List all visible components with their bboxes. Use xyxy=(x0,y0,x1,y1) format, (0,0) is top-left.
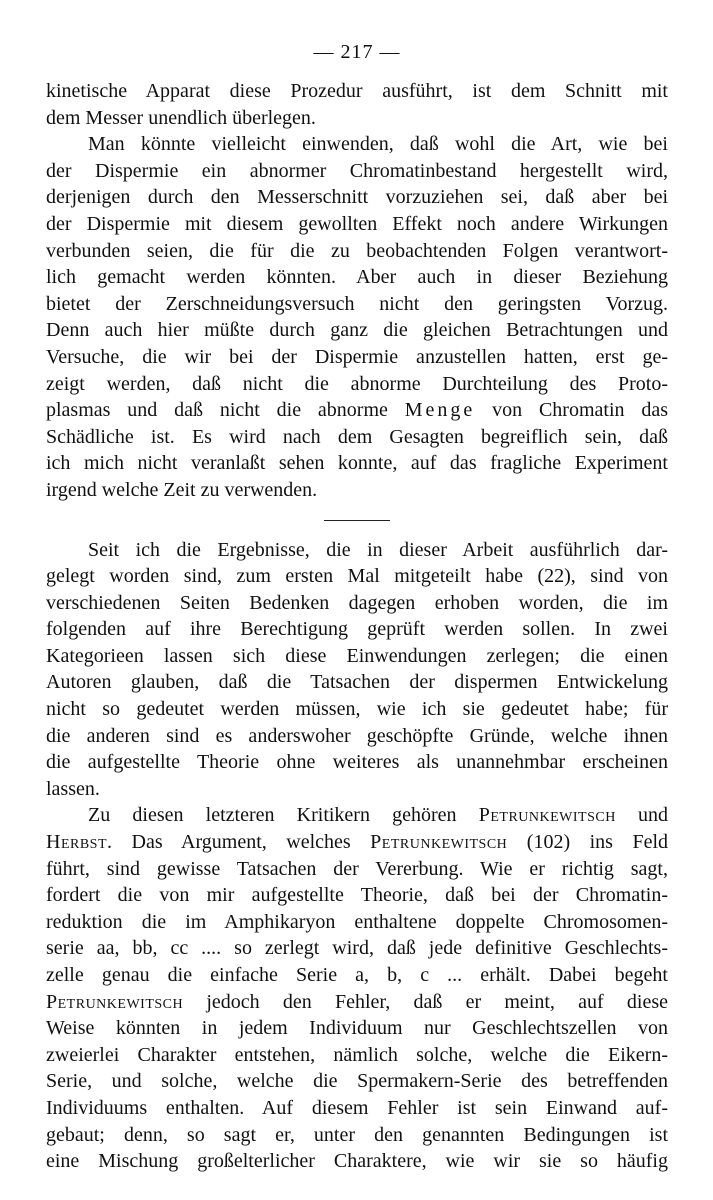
text-fragment: Zu diesen letzteren Kritikern gehören xyxy=(88,804,457,827)
author-name: Petrunkewitsch xyxy=(478,804,616,827)
text-line: folgenden auf ihre Berechtigung geprüft werden sollen. In zwei xyxy=(46,618,668,641)
text-line: Schädliche ist. Es wird nach dem Gesagten begreiflich sein, daß xyxy=(46,425,668,448)
text-line: Seit ich die Ergebnisse, die in dieser Arbeit ausführlich dar- xyxy=(88,538,668,561)
section-2 xyxy=(46,537,668,1175)
text-line: gebaut; denn, so sagt er, unter den genannten Bedingungen ist xyxy=(46,1123,668,1146)
text-line: zweierlei Charakter entstehen, nämlich solche, welche die Eikern- xyxy=(46,1043,668,1066)
text-line: derjenigen durch den Messerschnitt vorzuziehen sei, daß aber bei xyxy=(46,186,668,209)
text-line: dem Messer unendlich überlegen. xyxy=(46,106,316,129)
text-line: gelegt worden sind, zum ersten Mal mitgeteilt habe (22), sind von xyxy=(46,565,668,588)
text-line: lassen. xyxy=(46,777,100,800)
text-line: zelle genau die einfache Serie a, b, c ... erhält. Dabei begeht xyxy=(46,964,668,986)
text-line: führt, sind gewisse Tatsachen der Vererbung. Wie er richtig sagt, xyxy=(46,857,668,880)
text-fragment: jedoch den Fehler, daß er meint, auf diese xyxy=(206,990,669,1013)
text-line: irgend welche Zeit zu verwenden. xyxy=(46,478,318,501)
text-fragment: . Das Argument, welches xyxy=(107,831,351,854)
text-line: Man könnte vielleicht einwenden, daß wohl die Art, wie bei xyxy=(88,133,668,156)
text-line xyxy=(46,397,668,424)
section-divider xyxy=(324,520,390,521)
text-line: fordert die von mir aufgestellte Theorie, daß bei der Chromatin- xyxy=(46,884,668,907)
text-line: verbunden seien, die für die zu beobachtenden Folgen verantwort- xyxy=(46,239,668,262)
text-fragment: und xyxy=(638,804,669,827)
spaced-emphasis: Menge xyxy=(404,399,476,422)
text-line xyxy=(46,802,668,829)
text-line: kinetische Apparat diese Prozedur ausführt, ist dem Schnitt mit xyxy=(46,80,668,102)
text-line: nicht so gedeutet werden müssen, wie ich sie gedeutet habe; für xyxy=(46,698,668,721)
text-line: zeigt werden, daß nicht die abnorme Durchteilung des Proto- xyxy=(46,372,668,395)
text-line: bietet der Zerschneidungsversuch nicht den geringsten Vorzug. xyxy=(46,292,668,315)
text-fragment: plasmas und daß nicht die abnorme xyxy=(46,399,388,422)
section-1 xyxy=(46,78,668,504)
text-line: Serie, und solche, welche die Spermakern-Serie des betreffenden xyxy=(46,1070,668,1093)
text-fragment: (102) ins Feld xyxy=(526,831,668,854)
text-line: reduktion die im Amphikaryon enthaltene doppelte Chromosomen- xyxy=(46,910,668,933)
text-line: verschiedenen Seiten Bedenken dagegen erhoben worden, die im xyxy=(46,591,668,614)
author-name: Petrunkewitsch xyxy=(370,831,508,854)
text-line: ich mich nicht veranlaßt sehen konnte, auf das fragliche Experiment xyxy=(46,452,668,475)
text-line xyxy=(46,829,668,856)
text-line: Versuche, die wir bei der Dispermie anzustellen hatten, erst ge- xyxy=(46,345,668,368)
text-line: serie aa, bb, cc .... so zerlegt wird, daß jede definitive Geschlechts- xyxy=(46,937,668,960)
text-line: Individuums enthalten. Auf diesem Fehler ist sein Einwand auf- xyxy=(46,1096,668,1119)
book-page xyxy=(46,32,668,1175)
text-line: die anderen sind es anderswoher geschöpfte Gründe, welche ihnen xyxy=(46,724,668,747)
text-line: lich gemacht werden könnten. Aber auch in dieser Beziehung xyxy=(46,266,668,289)
text-line: Weise könnten in jedem Individuum nur Geschlechtszellen von xyxy=(46,1017,668,1040)
text-fragment: von Chromatin das xyxy=(492,399,669,422)
text-line: der Dispermie ein abnormer Chromatinbestand hergestellt wird, xyxy=(46,159,668,182)
author-name: Petrunkewitsch xyxy=(46,990,184,1013)
author-name: Herbst xyxy=(46,831,108,854)
text-line xyxy=(46,989,668,1016)
text-line: Autoren glauben, daß die Tatsachen der dispermen Entwickelung xyxy=(46,671,668,694)
text-line: Kategorieen lassen sich diese Einwendungen zerlegen; die einen xyxy=(46,644,668,667)
text-line: eine Mischung großelterlicher Charaktere, wie wir sie so häufig xyxy=(46,1150,668,1173)
text-line: der Dispermie mit diesem gewollten Effekt noch andere Wirkungen xyxy=(46,212,668,235)
text-line: Denn auch hier müßte durch ganz die gleichen Betrachtungen und xyxy=(46,319,668,342)
page-number: — 217 — xyxy=(313,41,401,63)
text-line: die aufgestellte Theorie ohne weiteres als unannehmbar erscheinen xyxy=(46,751,668,774)
